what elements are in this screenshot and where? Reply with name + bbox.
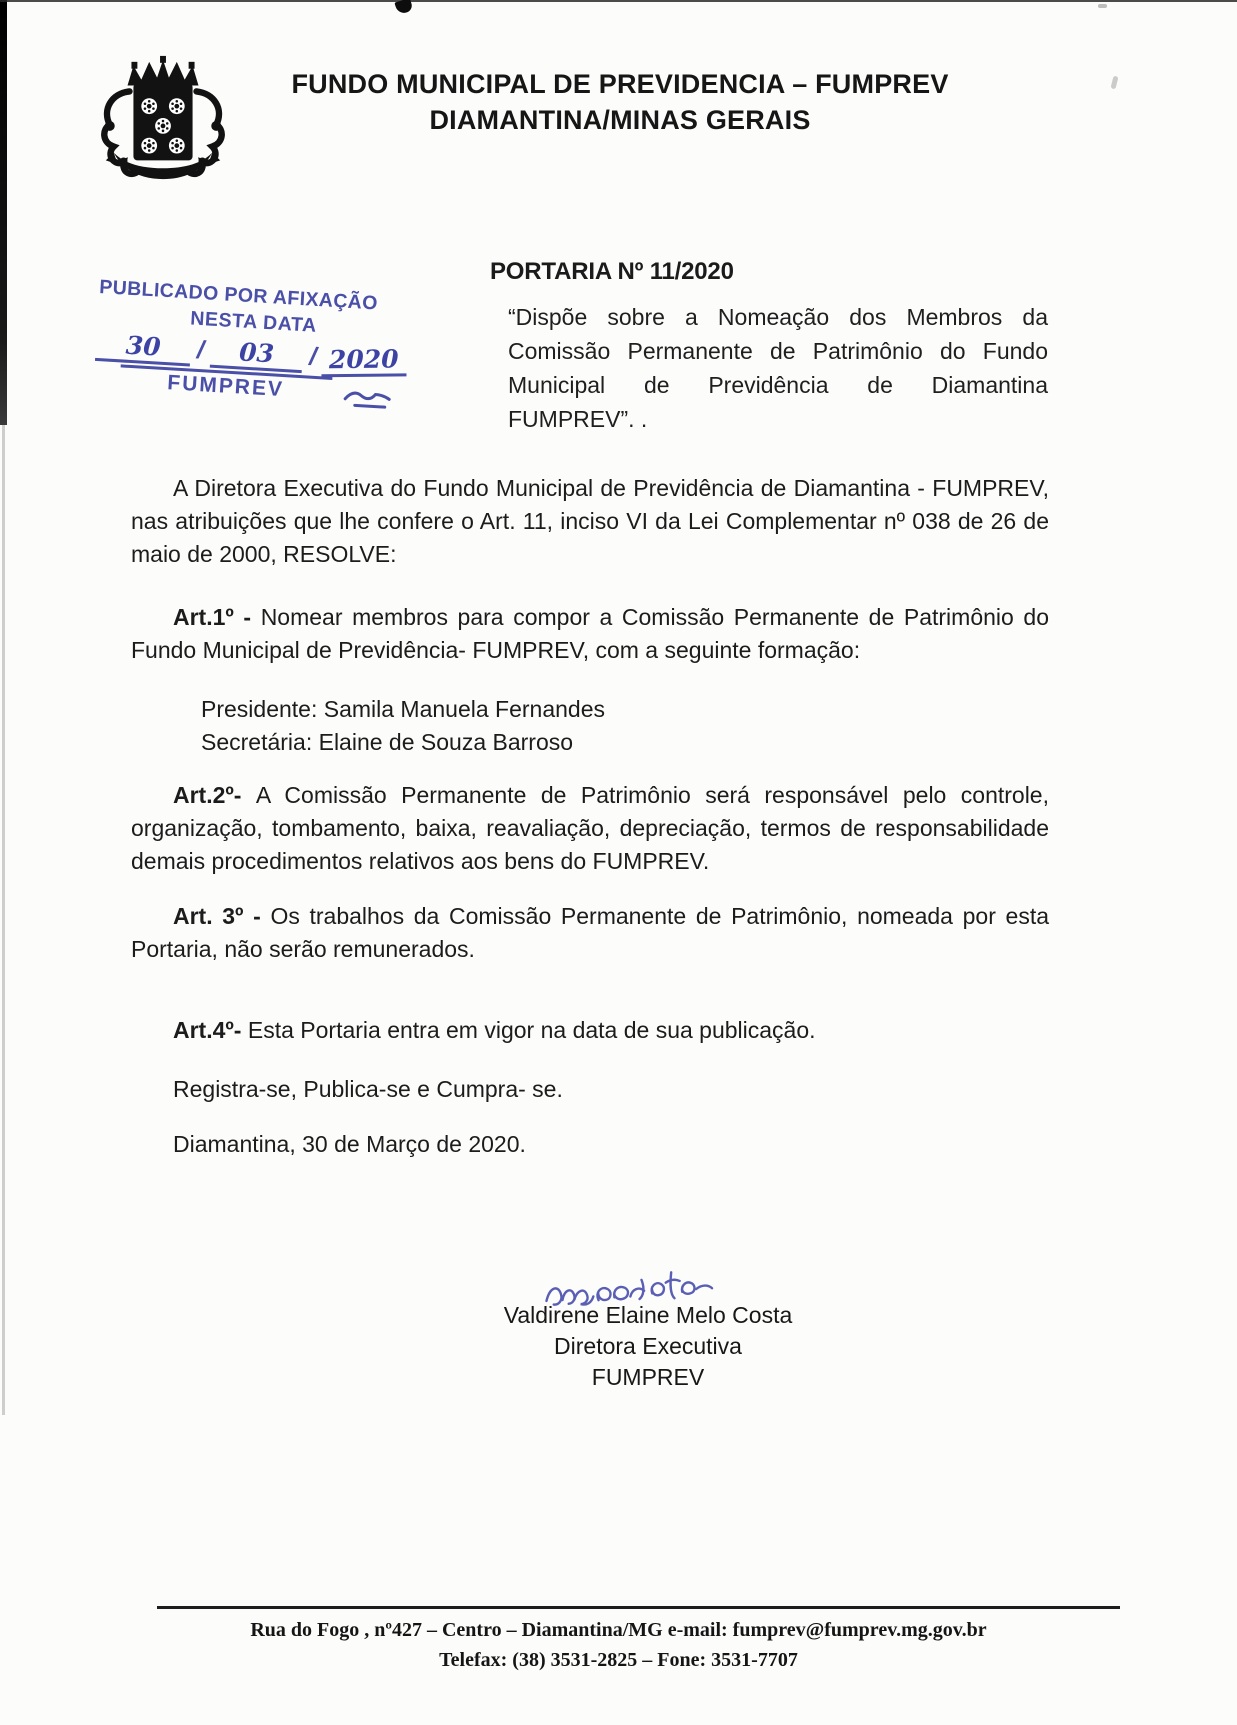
paragraph-text: A Diretora Executiva do Fundo Municipal de Previdência de Diamantina - FUMPREV, nas atribuições que lhe confere o Art. 11, inciso VI da Lei Complementar nº 038 de 26 de maio de 2000, RESOLVE: bbox=[131, 475, 1049, 567]
footer-divider bbox=[157, 1606, 1120, 1609]
footer-phone-line: Telefax: (38) 3531-2825 – Fone: 3531-7707 bbox=[439, 1649, 798, 1671]
paragraph-art2 bbox=[131, 779, 1049, 878]
paragraph-text: Esta Portaria entra em vigor na data de sua publicação. bbox=[247, 1017, 816, 1043]
commission-members-list bbox=[201, 693, 1049, 759]
paragraph-art4 bbox=[131, 1014, 1049, 1047]
municipal-coat-of-arms-logo bbox=[94, 50, 232, 188]
stamp-handwritten-month: 03 bbox=[209, 337, 303, 373]
dateline: Diamantina, 30 de Março de 2020. bbox=[173, 1131, 526, 1157]
page-title: PORTARIA Nº 11/2020 bbox=[490, 258, 734, 285]
paragraph-preamble bbox=[131, 472, 1049, 571]
paragraph-text: A Comissão Permanente de Patrimônio será responsável pelo controle, organização, tombamento, baixa, reavaliação, depreciação, termos de responsabilidade demais procedimentos relativos aos bens do FUMPREV. bbox=[131, 782, 1049, 874]
paragraph-lead: Art.4º- bbox=[173, 1017, 248, 1043]
signature-block bbox=[348, 1300, 948, 1393]
paragraph-text: Nomear membros para compor a Comissão Permanente de Patrimônio do Fundo Municipal de Previdência- FUMPREV, com a seguinte formação: bbox=[131, 604, 1049, 663]
closing-formula: Registra-se, Publica-se e Cumpra- se. bbox=[173, 1076, 563, 1102]
member-secretary: Secretária: Elaine de Souza Barroso bbox=[201, 729, 574, 755]
stamp-handwritten-year: 2020 bbox=[321, 345, 406, 377]
paragraph-lead: Art. 3º - bbox=[173, 903, 271, 929]
stamp-date-separator: / bbox=[308, 342, 318, 371]
signer-name: Valdirene Elaine Melo Costa bbox=[503, 1302, 793, 1328]
stamp-handwritten-day: 30 bbox=[95, 330, 191, 367]
scan-artifact-left-edge-faint bbox=[2, 425, 5, 1415]
paragraph-text: Os trabalhos da Comissão Permanente de Patrimônio, nomeada por esta Portaria, não serão remunerados. bbox=[131, 903, 1050, 962]
stamp-org-label: FUMPREV bbox=[166, 371, 285, 402]
member-president: Presidente: Samila Manuela Fernandes bbox=[201, 696, 606, 722]
signer-org: FUMPREV bbox=[591, 1364, 705, 1390]
scan-artifact-top-blob bbox=[394, 0, 413, 15]
footer-address-line: Rua do Fogo , nº427 – Centro – Diamantina/MG e-mail: fumprev@fumprev.mg.gov.br bbox=[250, 1619, 987, 1641]
stamp-line1: PUBLICADO POR AFIXAÇÃO bbox=[98, 276, 379, 315]
scan-artifact-left-edge bbox=[0, 0, 7, 425]
document-header bbox=[250, 66, 990, 138]
stamp-date-separator: / bbox=[196, 335, 205, 365]
header-org-location: DIAMANTINA/MINAS GERAIS bbox=[429, 105, 811, 135]
header-org-name: FUNDO MUNICIPAL DE PREVIDENCIA – FUMPREV bbox=[291, 69, 949, 99]
paragraph-art3 bbox=[131, 900, 1049, 966]
stamp-rubric-scribble bbox=[341, 383, 394, 412]
document-footer bbox=[0, 1615, 1237, 1675]
scan-artifact-top-right-mark bbox=[1098, 4, 1107, 8]
paragraph-lead: Art.1º - bbox=[173, 604, 261, 630]
stamp-line2: NESTA DATA bbox=[189, 307, 318, 337]
signer-role: Diretora Executiva bbox=[554, 1333, 742, 1359]
scan-artifact-top-edge bbox=[0, 0, 1237, 2]
paragraph-lead: Art.2º- bbox=[173, 782, 256, 808]
publication-stamp bbox=[93, 276, 411, 409]
coat-of-arms-graphic bbox=[94, 50, 232, 188]
document-summary: “Dispõe sobre a Nomeação dos Membros da Comissão Permanente de Patrimônio do Fundo Municipal de Previdência de Diamantina FUMPREV”. . bbox=[508, 304, 1048, 432]
paragraph-art1 bbox=[131, 601, 1049, 667]
document-body bbox=[131, 472, 1049, 1161]
scan-artifact-right-mark bbox=[1111, 76, 1119, 90]
